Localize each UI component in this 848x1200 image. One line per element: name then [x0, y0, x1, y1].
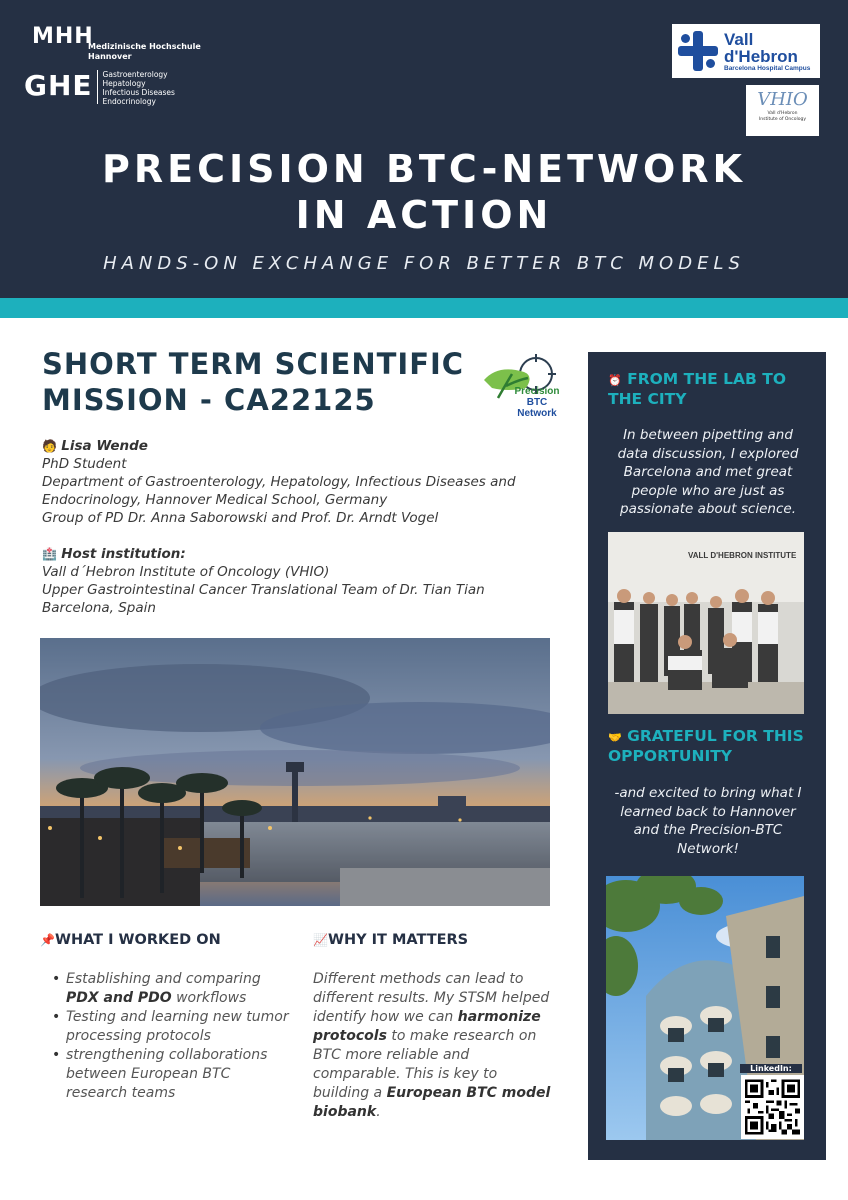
ghe-logo-text	[103, 70, 175, 106]
mhh-logo-text	[88, 42, 201, 62]
harbor-sunset-image-icon	[40, 638, 550, 906]
page-title-line2: IN ACTION	[295, 193, 553, 237]
vhio-logo-mark: VHIO	[757, 89, 808, 110]
team-group-photo	[608, 532, 804, 714]
why-matters-text: Different methods can lead to different results. My STSM helped identify how we can harmonize protocols to make research on BTC more reliable and comparable. This is key to building a European BTC model biobank.	[313, 971, 551, 1120]
lab-to-city-heading-text: FROM THE LAB TO THE CITY	[608, 370, 786, 408]
host-team: Upper Gastrointestinal Cancer Translational Team of Dr. Tian Tian	[42, 582, 485, 598]
mission-title-line2: MISSION - CA22125	[42, 383, 376, 417]
btc-logo-line2: BTC Network	[517, 397, 557, 419]
qr-code-icon	[745, 1079, 800, 1135]
worked-on-heading-text: WHAT I WORKED ON	[54, 932, 221, 948]
host-label: Host institution:	[61, 546, 186, 562]
team-photo-sign-text: VALL D'HEBRON INSTITUTE	[688, 551, 797, 560]
team-photo-image-icon	[608, 532, 804, 714]
ghe-divider	[97, 70, 98, 104]
participant-group: Group of PD Dr. Anna Saborowski and Prof. Dr. Arndt Vogel	[42, 510, 439, 526]
host-institute: Vall d´Hebron Institute of Oncology (VHIO)	[42, 564, 330, 580]
vall-dhebron-logo	[672, 24, 820, 78]
mission-title-line1: SHORT TERM SCIENTIFIC	[42, 347, 465, 381]
ghe-logo-mark: GHE	[24, 69, 93, 102]
participant-department-line2: Endocrinology, Hannover Medical School, Germany	[42, 492, 388, 508]
vhio-logo	[746, 85, 819, 136]
grateful-heading	[608, 727, 808, 766]
worked-on-heading	[40, 932, 221, 948]
vall-dhebron-subtitle: Barcelona Hospital Campus	[724, 64, 811, 72]
btc-logo-text	[506, 386, 568, 419]
mhh-logo-mark: MHH	[32, 24, 94, 49]
mhh-logo	[32, 24, 201, 61]
list-item: • Testing and learning new tumor processing protocols	[50, 1008, 290, 1046]
ghe-line: Endocrinology	[102, 97, 156, 106]
participant-role: PhD Student	[42, 456, 127, 472]
precision-btc-network-logo	[478, 354, 568, 419]
vall-dhebron-name-line1: Vall	[724, 29, 754, 49]
grateful-text: -and excited to bring what I learned back to Hannover and the Precision-BTC Network!	[614, 785, 802, 857]
participant-info	[42, 437, 562, 617]
vall-dhebron-cross-icon	[678, 31, 718, 71]
list-item: • Establishing and comparing PDX and PDO workflows	[50, 970, 290, 1008]
lab-to-city-text: In between pipetting and data discussion, I explored Barcelona and met great people who are just as passionate about science.	[617, 427, 799, 517]
barcelona-harbor-photo	[40, 638, 550, 906]
hospital-icon: 🏥	[42, 547, 57, 561]
page-title-line1: PRECISION BTC-NETWORK	[102, 147, 746, 191]
alarm-clock-icon: ⏰	[608, 374, 622, 387]
accent-stripe	[0, 298, 848, 318]
linkedin-label: LinkedIn:	[740, 1064, 802, 1073]
ghe-logo	[24, 70, 175, 106]
ghe-line: Hepatology	[102, 79, 146, 88]
pushpin-icon: 📌	[40, 933, 55, 947]
handshake-icon: 🤝	[608, 731, 622, 744]
page-title	[0, 146, 848, 238]
ghe-line: Infectious Diseases	[102, 88, 175, 97]
list-item: • strengthening collaborations between European BTC research teams	[50, 1046, 290, 1103]
why-matters-heading	[313, 932, 468, 948]
lab-to-city-heading	[608, 370, 808, 409]
mhh-name-line2: Hannover	[88, 52, 132, 61]
vhio-subtitle-line1: Vall d'Hebron	[767, 111, 798, 116]
participant-department-line1: Department of Gastroenterology, Hepatology, Infectious Diseases and	[42, 474, 516, 490]
vall-dhebron-name-line2: d'Hebron	[724, 46, 798, 66]
grateful-heading-text: GRATEFUL FOR THIS OPPORTUNITY	[608, 727, 804, 765]
worked-on-list	[50, 970, 290, 1103]
why-matters-heading-text: WHY IT MATTERS	[327, 932, 469, 948]
mission-title	[42, 346, 472, 418]
chart-increasing-icon: 📈	[313, 933, 328, 947]
ghe-line: Gastroenterology	[102, 70, 168, 79]
linkedin-qr-code[interactable]	[741, 1075, 804, 1139]
participant-name: Lisa Wende	[61, 438, 148, 454]
vhio-subtitle-line2: Institute of Oncology	[758, 117, 807, 122]
mhh-name-line1: Medizinische Hochschule	[88, 42, 201, 51]
btc-logo-line1: Precision	[514, 386, 560, 397]
scientist-icon: 🧑	[42, 439, 57, 453]
host-location: Barcelona, Spain	[42, 600, 156, 616]
page-subtitle: HANDS-ON EXCHANGE FOR BETTER BTC MODELS	[103, 253, 745, 274]
